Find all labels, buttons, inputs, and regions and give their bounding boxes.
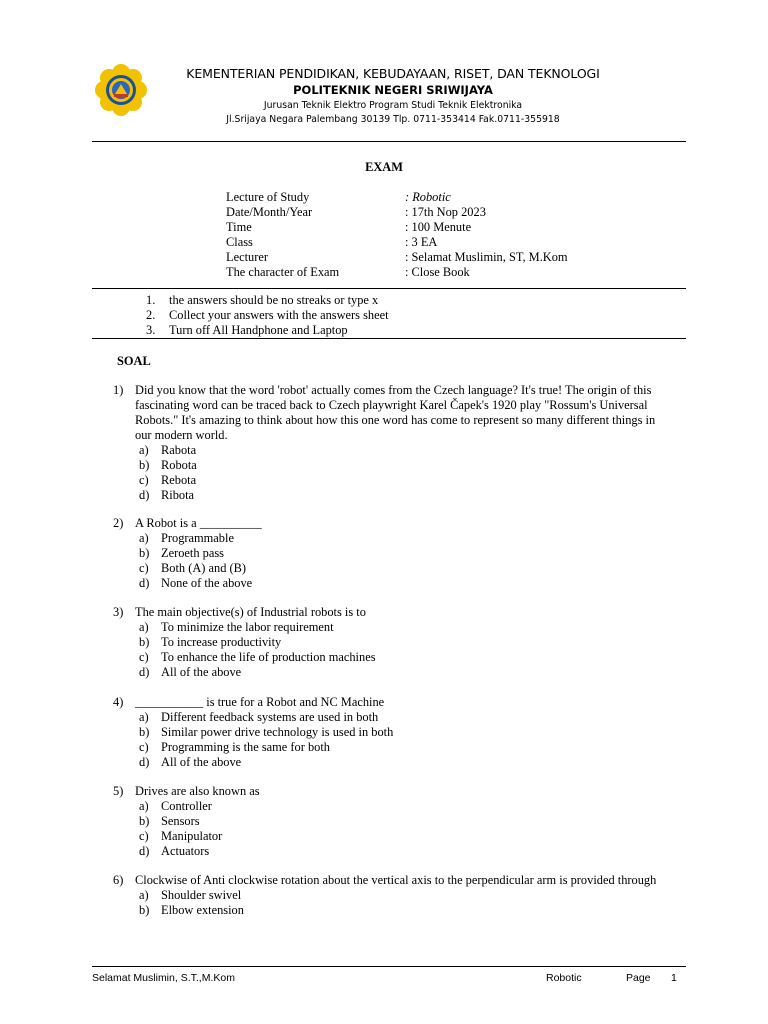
option-text: Different feedback systems are used in both: [161, 710, 379, 724]
footer-subject: Robotic: [546, 972, 582, 984]
option-text: Robota: [161, 458, 197, 472]
question-line: ___________ is true for a Robot and NC Machine: [135, 695, 385, 709]
info-value: : 3 EA: [405, 235, 438, 249]
question-number: 2): [113, 516, 124, 530]
option-text: Rebota: [161, 473, 197, 487]
question-line: Robots." It's amazing to think about how this one word has come to represent so many different things in: [135, 413, 656, 427]
footer-page-label: Page: [626, 972, 651, 984]
option-label: a): [139, 531, 149, 545]
answer-option: [113, 635, 693, 650]
option-label: a): [139, 799, 149, 813]
info-label: Time: [226, 220, 252, 234]
info-label: Lecturer: [226, 250, 268, 264]
question-number: 5): [113, 784, 124, 798]
option-label: b): [139, 546, 150, 560]
question-line: Did you know that the word 'robot' actually comes from the Czech language? It's true! The origin of this: [135, 383, 652, 397]
option-label: b): [139, 814, 150, 828]
page-title: EXAM: [365, 160, 403, 174]
answer-option: [113, 546, 693, 561]
option-text: Rabota: [161, 443, 197, 457]
option-text: Sensors: [161, 814, 200, 828]
question-line: The main objective(s) of Industrial robots is to: [135, 605, 366, 619]
answer-option: [113, 799, 693, 814]
option-label: a): [139, 888, 149, 902]
option-text: Both (A) and (B): [161, 561, 246, 575]
answer-option: [113, 443, 693, 458]
question-text: [135, 784, 680, 799]
answer-option: [113, 725, 693, 740]
question-line: fascinating word can be traced back to Czech playwright Karel Čapek's 1920 play "Rossum's Universal: [135, 398, 648, 412]
option-text: To minimize the labor requirement: [161, 620, 334, 634]
option-label: c): [139, 473, 149, 487]
option-text: Elbow extension: [161, 903, 244, 917]
answer-option: [113, 473, 693, 488]
option-label: b): [139, 903, 150, 917]
option-text: Zeroeth pass: [161, 546, 224, 560]
question-text: [135, 873, 680, 888]
question-number: 4): [113, 695, 124, 709]
rules-divider: [92, 338, 686, 339]
info-label: Class: [226, 235, 253, 249]
option-text: All of the above: [161, 755, 242, 769]
question-number: 1): [113, 383, 124, 397]
header-divider: [92, 141, 686, 142]
option-label: b): [139, 458, 150, 472]
question-3: [113, 605, 693, 680]
info-row: [226, 220, 626, 235]
question-line: Drives are also known as: [135, 784, 260, 798]
option-label: b): [139, 635, 150, 649]
option-text: Shoulder swivel: [161, 888, 242, 902]
option-text: Actuators: [161, 844, 210, 858]
option-label: b): [139, 725, 150, 739]
option-label: c): [139, 829, 149, 843]
question-text: [135, 516, 680, 531]
info-divider: [92, 288, 686, 289]
answer-option: [113, 458, 693, 473]
option-text: Controller: [161, 799, 212, 813]
question-text: [135, 605, 680, 620]
option-label: d): [139, 488, 150, 502]
section-heading: SOAL: [117, 354, 151, 368]
info-value: : 17th Nop 2023: [405, 205, 486, 219]
question-line: A Robot is a __________: [135, 516, 262, 530]
info-value: : Close Book: [405, 265, 470, 279]
info-value: : 100 Menute: [405, 220, 472, 234]
rule-text: Collect your answers with the answers sheet: [169, 308, 389, 322]
institution-address: Jl.Srijaya Negara Palembang 30139 Tlp. 0711-353414 Fak.0711-355918: [226, 114, 560, 125]
info-row: [226, 190, 626, 205]
answer-option: [113, 650, 693, 665]
info-row: [226, 235, 626, 250]
option-label: a): [139, 710, 149, 724]
option-text: Ribota: [161, 488, 195, 502]
answer-option: [113, 620, 693, 635]
question-1: [113, 383, 693, 503]
answer-option: [113, 710, 693, 725]
question-text: [135, 383, 680, 443]
answer-option: [113, 665, 693, 680]
info-label: Date/Month/Year: [226, 205, 313, 219]
question-number: 6): [113, 873, 124, 887]
option-text: To enhance the life of production machines: [161, 650, 376, 664]
option-label: c): [139, 561, 149, 575]
answer-option: [113, 576, 693, 591]
option-text: Manipulator: [161, 829, 223, 843]
rule-text: the answers should be no streaks or type x: [169, 293, 379, 307]
polsri-logo-icon: [93, 63, 149, 117]
answer-option: [113, 814, 693, 829]
answer-option: [113, 755, 693, 770]
question-line: Clockwise of Anti clockwise rotation about the vertical axis to the perpendicular arm is provided through: [135, 873, 657, 887]
option-label: a): [139, 443, 149, 457]
answer-option: [113, 829, 693, 844]
option-text: Programmable: [161, 531, 234, 545]
option-label: d): [139, 665, 150, 679]
option-label: a): [139, 620, 149, 634]
rule-number: 3.: [146, 323, 156, 337]
ministry-name: KEMENTERIAN PENDIDIKAN, KEBUDAYAAN, RISET, DAN TEKNOLOGI: [186, 66, 600, 81]
option-label: d): [139, 844, 150, 858]
info-row: [226, 265, 626, 280]
answer-option: [113, 844, 693, 859]
rule-number: 1.: [146, 293, 156, 307]
footer-divider: [92, 966, 686, 967]
option-label: c): [139, 740, 149, 754]
info-value: : Selamat Muslimin, ST, M.Kom: [405, 250, 568, 264]
footer-author: Selamat Muslimin, S.T.,M.Kom: [92, 972, 235, 984]
question-line: our modern world.: [135, 428, 228, 442]
answer-option: [113, 561, 693, 576]
question-text: [135, 695, 680, 710]
question-4: [113, 695, 693, 770]
question-6: [113, 873, 693, 918]
option-text: To increase productivity: [161, 635, 282, 649]
answer-option: [113, 740, 693, 755]
answer-option: [113, 903, 693, 918]
answer-option: [113, 488, 693, 503]
department-name: Jurusan Teknik Elektro Program Studi Teknik Elektronika: [263, 100, 523, 111]
info-value: : Robotic: [405, 190, 451, 204]
question-2: [113, 516, 693, 591]
institution-name: POLITEKNIK NEGERI SRIWIJAYA: [293, 83, 493, 97]
answer-option: [113, 531, 693, 546]
info-row: [226, 250, 626, 265]
rule-text: Turn off All Handphone and Laptop: [169, 323, 348, 337]
option-text: Programming is the same for both: [161, 740, 330, 754]
option-text: Similar power drive technology is used in both: [161, 725, 394, 739]
exam-info: [226, 190, 626, 280]
info-row: [226, 205, 626, 220]
option-label: c): [139, 650, 149, 664]
info-label: Lecture of Study: [226, 190, 310, 204]
info-label: The character of Exam: [226, 265, 340, 279]
answer-option: [113, 888, 693, 903]
option-text: All of the above: [161, 665, 242, 679]
option-label: d): [139, 576, 150, 590]
option-text: None of the above: [161, 576, 253, 590]
question-5: [113, 784, 693, 859]
footer-page-number: 1: [671, 972, 677, 984]
option-label: d): [139, 755, 150, 769]
rule-number: 2.: [146, 308, 156, 322]
question-number: 3): [113, 605, 124, 619]
